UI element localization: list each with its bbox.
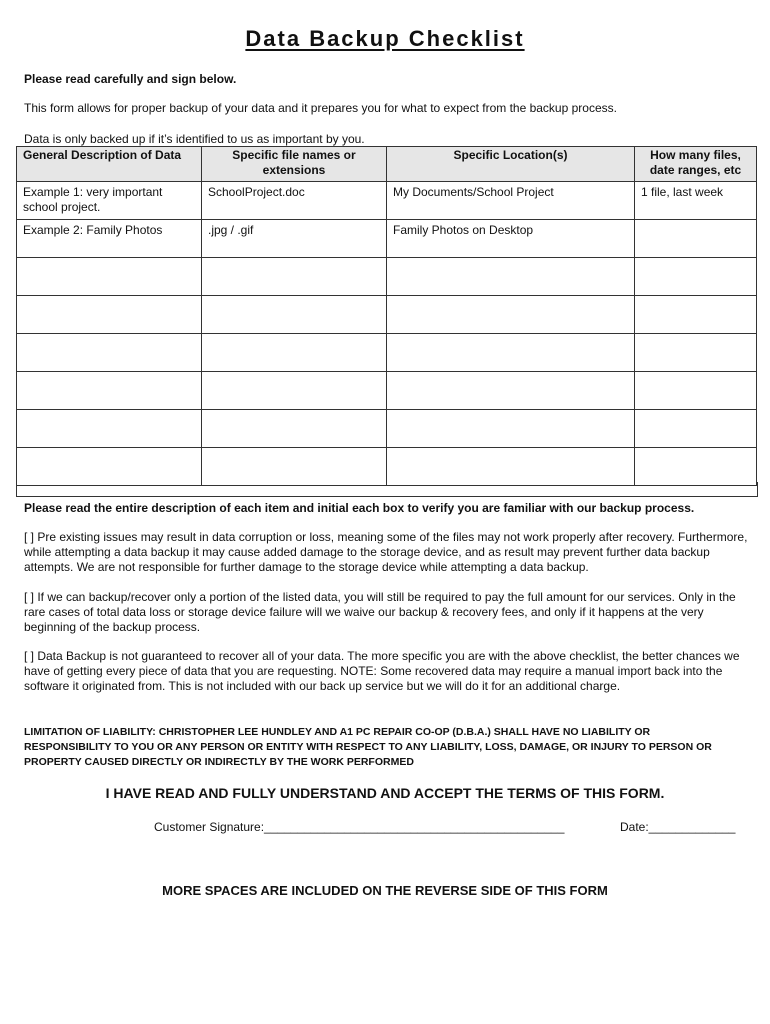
table-cell[interactable] [202,448,387,486]
limitation-of-liability: LIMITATION OF LIABILITY: CHRISTOPHER LEE HUNDLEY AND A1 PC REPAIR CO-OP (D.B.A.) SHALL HAVE NO LIABILITY OR RESPONSIBILITY TO YOU OR ANY PERSON OR ENTITY WITH RESPECT TO ANY LIABILITY, LOSS, DAMAGE, OR INJURY TO PERSON OR PROPERTY CAUSED DIRECTLY OR INDIRECTLY BY THE WORK PERFORMED [24,726,712,768]
table-cell[interactable] [635,296,757,334]
table-cell[interactable] [202,258,387,296]
table-row [17,410,757,448]
table-cell[interactable]: Family Photos on Desktop [387,220,635,258]
table-cell[interactable] [202,334,387,372]
table-cell[interactable] [17,448,202,486]
table-cell[interactable]: My Documents/School Project [387,182,635,220]
table-cell[interactable]: .jpg / .gif [202,220,387,258]
table-cell[interactable] [387,258,635,296]
table-cell[interactable] [202,296,387,334]
table-cell[interactable] [387,296,635,334]
table-row [17,182,757,220]
table-row [17,296,757,334]
term-preexisting-issues: [ ] Pre existing issues may result in data corruption or loss, meaning some of the files may not work properly after recovery. Furthermore, while attempting a data backup it may cause added damage to the storage device, and as result may prevent further data backup attempts. We are not responsible for further damage to the storage device while attempting a data backup. [24,530,748,574]
table-cell[interactable] [635,220,757,258]
page-title-text: Data Backup Checklist [245,26,525,51]
table-cell[interactable] [202,372,387,410]
table-row [17,372,757,410]
read-sign-instruction: Please read carefully and sign below. [24,72,237,86]
table-cell[interactable] [635,258,757,296]
table-cell[interactable] [635,448,757,486]
page-title [0,26,770,52]
table-row [17,220,757,258]
table-cell[interactable] [387,410,635,448]
table-cell[interactable]: 1 file, last week [635,182,757,220]
table-cell[interactable] [635,410,757,448]
table-cell[interactable] [17,296,202,334]
table-header-row [17,147,757,182]
table-cell[interactable] [387,334,635,372]
table-cell[interactable] [202,410,387,448]
backup-checklist-table [16,146,757,486]
header-general-description: General Description of Data [17,147,202,182]
header-locations: Specific Location(s) [387,147,635,182]
table-cell[interactable] [387,372,635,410]
acceptance-statement: I HAVE READ AND FULLY UNDERSTAND AND ACCEPT THE TERMS OF THIS FORM. [105,785,665,801]
table-cell[interactable]: Example 1: very important school project. [17,182,202,220]
table-cell[interactable] [17,372,202,410]
table-footer-row [16,482,758,497]
initial-instruction: Please read the entire description of each item and initial each box to verify you are familiar with our backup process. [24,501,695,515]
table-cell[interactable] [387,448,635,486]
table-row [17,334,757,372]
table-cell[interactable] [635,334,757,372]
table-row [17,258,757,296]
table-cell[interactable] [635,372,757,410]
table-row [17,448,757,486]
table-cell[interactable]: SchoolProject.doc [202,182,387,220]
table-cell[interactable] [17,334,202,372]
reverse-side-note: MORE SPACES ARE INCLUDED ON THE REVERSE SIDE OF THIS FORM [162,883,608,898]
table-cell[interactable] [17,258,202,296]
identified-text: Data is only backed up if it’s identified to us as important by you. [24,132,365,146]
term-partial-recovery: [ ] If we can backup/recover only a portion of the listed data, you will still be required to pay the full amount for our services. Only in the rare cases of total data loss or storage device failure will we waive our backup & recovery fees, and only if it happens at the very beginning of the backup process. [24,590,736,634]
customer-signature-field[interactable]: Customer Signature:_____________________________________________ [154,820,565,834]
purpose-text: This form allows for proper backup of your data and it prepares you for what to expect from the backup process. [24,101,617,115]
table-cell[interactable]: Example 2: Family Photos [17,220,202,258]
table-cell[interactable] [17,410,202,448]
header-file-count: How many files, date ranges, etc [635,147,757,182]
term-no-guarantee: [ ] Data Backup is not guaranteed to recover all of your data. The more specific you are with the above checklist, the better chances we have of getting every piece of data that you are requesting. NOTE: Some recovered data may require a manual import back into the software it originated from. This is not included with our back up service but we will do it for an additional charge. [24,649,740,693]
date-field[interactable]: Date:_____________ [620,820,736,834]
header-file-names: Specific file names or extensions [202,147,387,182]
